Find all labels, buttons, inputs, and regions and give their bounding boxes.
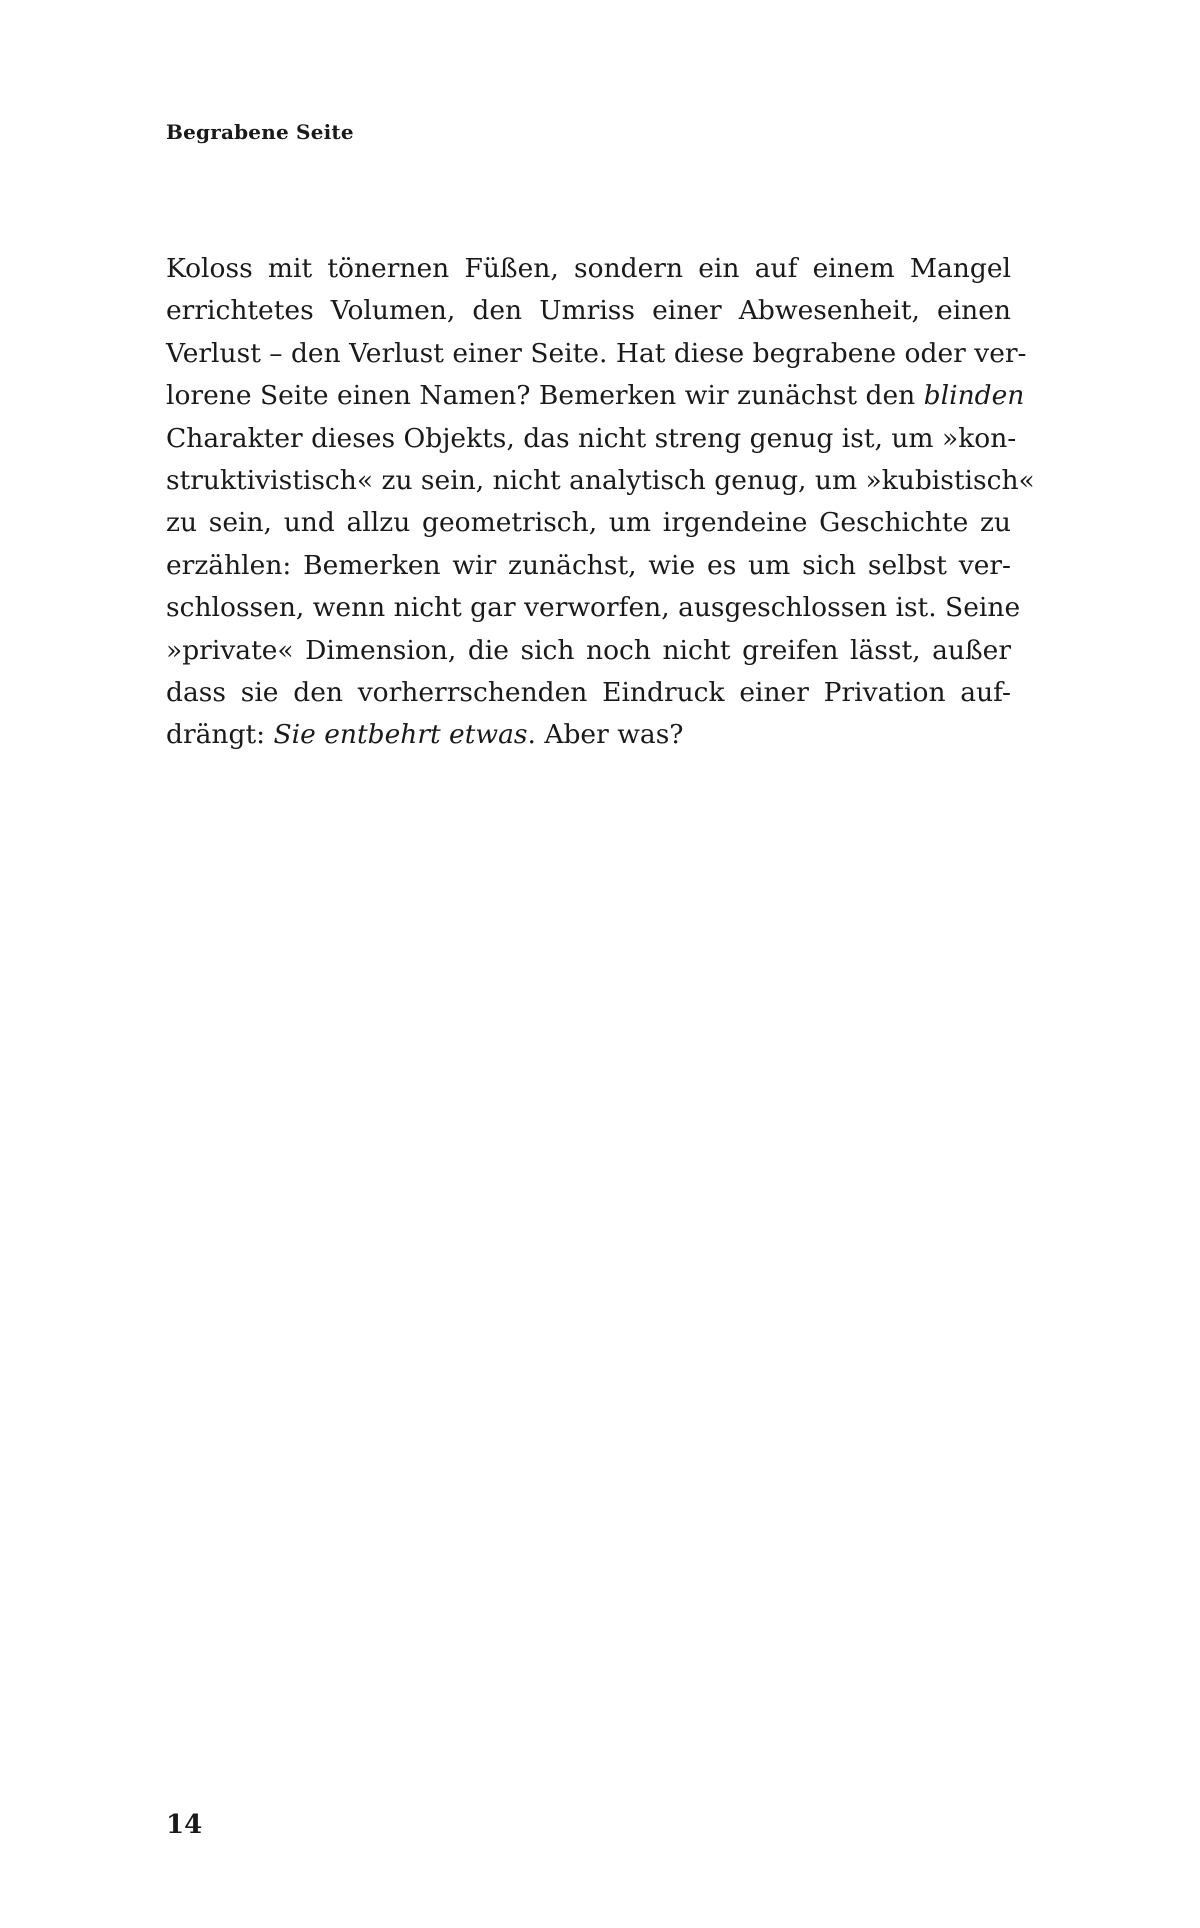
text-line: »private« Dimension, die sich noch nicht greifen lässt, außer	[166, 634, 1011, 666]
text-line: drängt: Sie entbehrt etwas. Aber was?	[166, 719, 684, 751]
text-line: Verlust – den Verlust einer Seite. Hat diese begrabene oder ver-	[166, 337, 1027, 369]
text-line: Charakter dieses Objekts, das nicht streng genug ist, um »kon-	[166, 422, 1017, 454]
page-number: 14	[166, 1810, 203, 1840]
text-line: zu sein, und allzu geometrisch, um irgendeine Geschichte zu	[166, 507, 1011, 539]
text-line: Koloss mit tönernen Füßen, sondern ein auf einem Mangel	[166, 253, 1011, 284]
text-line: dass sie den vorherrschenden Eindruck einer Privation auf-	[166, 676, 1011, 708]
body-text	[166, 248, 1035, 757]
emphasis: blinden	[923, 380, 1025, 412]
running-header: Begrabene Seite	[166, 120, 354, 144]
text-line: lorene Seite einen Namen? Bemerken wir zunächst den blinden	[166, 380, 1025, 412]
text-line: schlossen, wenn nicht gar verworfen, ausgeschlossen ist. Seine	[166, 592, 1021, 624]
emphasis: Sie entbehrt etwas	[273, 719, 528, 751]
text-line: struktivistisch« zu sein, nicht analytisch genug, um »kubistisch«	[166, 464, 1035, 496]
text-line: errichtetes Volumen, den Umriss einer Abwesenheit, einen	[166, 295, 1011, 327]
text-line: erzählen: Bemerken wir zunächst, wie es um sich selbst ver-	[166, 549, 1011, 581]
